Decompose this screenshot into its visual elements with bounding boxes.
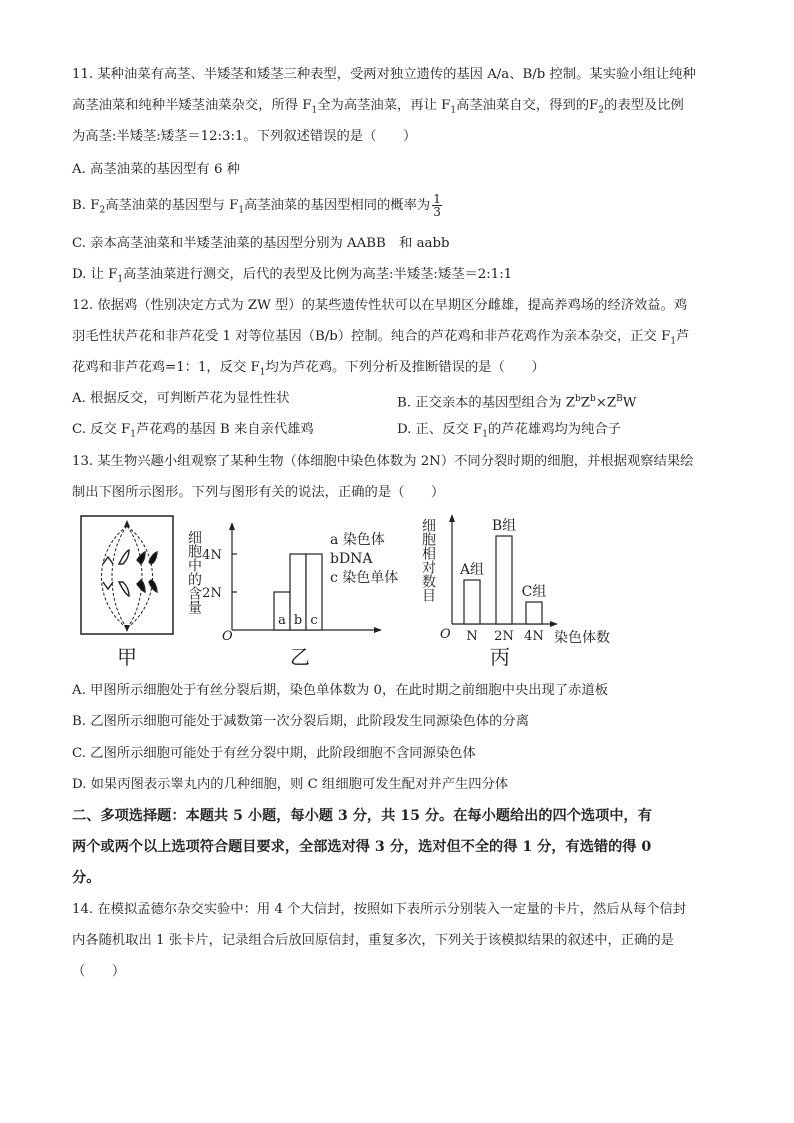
q12-stem-line1: 12. 依据鸡（性别决定方式为 ZW 型）的某些遗传性状可以在早期区分雌雄，提高养鸡场的经济效益。鸡: [72, 298, 688, 313]
x-tick-label: 4N: [524, 629, 544, 644]
legend-b: bDNA: [330, 551, 373, 567]
q12-option-d: D. 正、反交 $F_1$的芦花雄鸡均为纯合子: [397, 422, 621, 440]
q12-option-b: B. 正交亲本的基因型组合为 $Z^bZ^b\times Z^BW$: [397, 394, 637, 411]
origin-label: O: [440, 627, 451, 642]
q13-stem-line2: 制出下图所示图形。下列与图形有关的说法，正确的是（ ）: [72, 485, 445, 500]
q11-stem-line1: 11. 某种油菜有高茎、半矮茎和矮茎三种表型，受两对独立遗传的基因 A/a、B/b 控制。某实验小组让纯种: [72, 67, 696, 82]
bar-label-b: b: [293, 613, 303, 628]
q11-option-d: D. 让 $F_1$高茎油菜进行测交，后代的表型及比例为高茎:半矮茎:矮茎＝2:1:1: [72, 267, 513, 285]
x-tick-label: 2N: [494, 629, 514, 644]
spindle: [102, 526, 153, 628]
cell-outline: [81, 516, 173, 634]
q14-stem-line3: （ ）: [72, 964, 126, 979]
y-axis-label: 细胞中的含量: [186, 530, 202, 614]
section2-heading-line1: 二、多项选择题：本题共 5 小题，每小题 3 分，共 15 分。在每小题给出的四个选项中，有: [72, 808, 652, 824]
figure-yi: [182, 512, 422, 672]
y-tick-label: 4N: [202, 548, 222, 563]
x-tick-label: N: [466, 629, 478, 644]
q12-option-c: C. 反交 $F_1$芦花鸡的基因 B 来自亲代雄鸡: [72, 422, 314, 440]
y-tick-label: 2N: [202, 586, 222, 601]
q11-option-b: B. $F_2$高茎油菜的基因型与 $F_1$高茎油菜的基因型相同的概率为 $\frac{1}{3}$: [72, 192, 441, 219]
fig-bing-label: 丙: [490, 645, 510, 669]
q11-option-a: A. 高茎油菜的基因型有 6 种: [72, 162, 240, 177]
fraction: $\frac{1}{3}$: [433, 192, 441, 219]
section2-heading-line3: 分。: [72, 870, 101, 886]
bar-label-c: c: [310, 613, 318, 628]
q13-stem-line1: 13. 某生物兴趣小组观察了某种生物（体细胞中染色体数为 2N）不同分裂时期的细胞，并根据观察结果绘: [72, 454, 694, 469]
figure-jia: [75, 512, 180, 672]
q11-stem-line3: 为高茎:半矮茎:矮茎＝12:3:1。下列叙述错误的是（ ）: [72, 129, 417, 144]
bar-group-label: A组: [459, 562, 485, 578]
y-axis-label: 细胞相对数目: [420, 518, 436, 602]
bar-A组: [464, 580, 480, 624]
q13-option-a: A. 甲图所示细胞处于有丝分裂后期，染色单体数为 0，在此时期之前细胞中央出现了赤道板: [72, 683, 609, 698]
q12-stem-line3: 花鸡和非芦花鸡=1：1，反交 $F_1$均为芦花鸡。下列分析及推断错误的是（ ）: [72, 360, 545, 378]
chromosomes-upper: [103, 550, 157, 564]
legend-c: c 染色单体: [330, 570, 399, 586]
bar-C组: [526, 602, 542, 624]
bar-label-a: a: [278, 613, 286, 628]
q11-option-c: C. 亲本高茎油菜和半矮茎油菜的基因型分别为 AABB 和 aabb: [72, 236, 450, 251]
q14-stem-line2: 内各随机取出 1 张卡片，记录组合后放回原信封，重复多次，下列关于该模拟结果的叙述中，正确的是: [72, 933, 674, 948]
q11-stem-line2: 高茎油菜和纯种半矮茎油菜杂交，所得 $F_1$全为高茎油菜，再让 $F_1$高茎油菜自交，得到的$F_2$的表型及比例: [72, 98, 684, 116]
bar-B组: [496, 536, 512, 624]
x-axis-label: 染色体数: [554, 630, 610, 646]
fig-jia-label: 甲: [117, 645, 137, 669]
legend-a: a 染色体: [330, 532, 385, 548]
q12-option-a: A. 根据反交，可判断芦花为显性性状: [72, 391, 290, 406]
q13-option-b: B. 乙图所示细胞可能处于减数第一次分裂后期，此阶段发生同源染色体的分离: [72, 714, 530, 729]
section2-heading-line2: 两个或两个以上选项符合题目要求，全部选对得 3 分，选对但不全的得 1 分，有选错的得 0: [72, 839, 652, 855]
q14-stem-line1: 14. 在模拟孟德尔杂交实验中：用 4 个大信封，按照如下表所示分别装入一定量的卡片，然后从每个信封: [72, 902, 687, 917]
q13-option-d: D. 如果丙图表示睾丸内的几种细胞，则 C 组细胞可发生配对并产生四分体: [72, 777, 509, 792]
figure-bing: [420, 512, 724, 672]
q12-stem-line2: 羽毛性状芦花和非芦花受 1 对等位基因（B/b）控制。纯合的芦花鸡和非芦花鸡作为亲本杂交，正交 $F_1$芦: [72, 329, 690, 347]
bar-group-label: B组: [491, 518, 517, 534]
chromosomes-lower: [103, 580, 157, 596]
fig-yi-label: 乙: [290, 645, 310, 669]
origin-label: O: [222, 629, 233, 644]
q13-option-c: C. 乙图所示细胞可能处于有丝分裂中期，此阶段细胞不含同源染色体: [72, 746, 476, 761]
bar-group-label: C组: [521, 584, 547, 600]
